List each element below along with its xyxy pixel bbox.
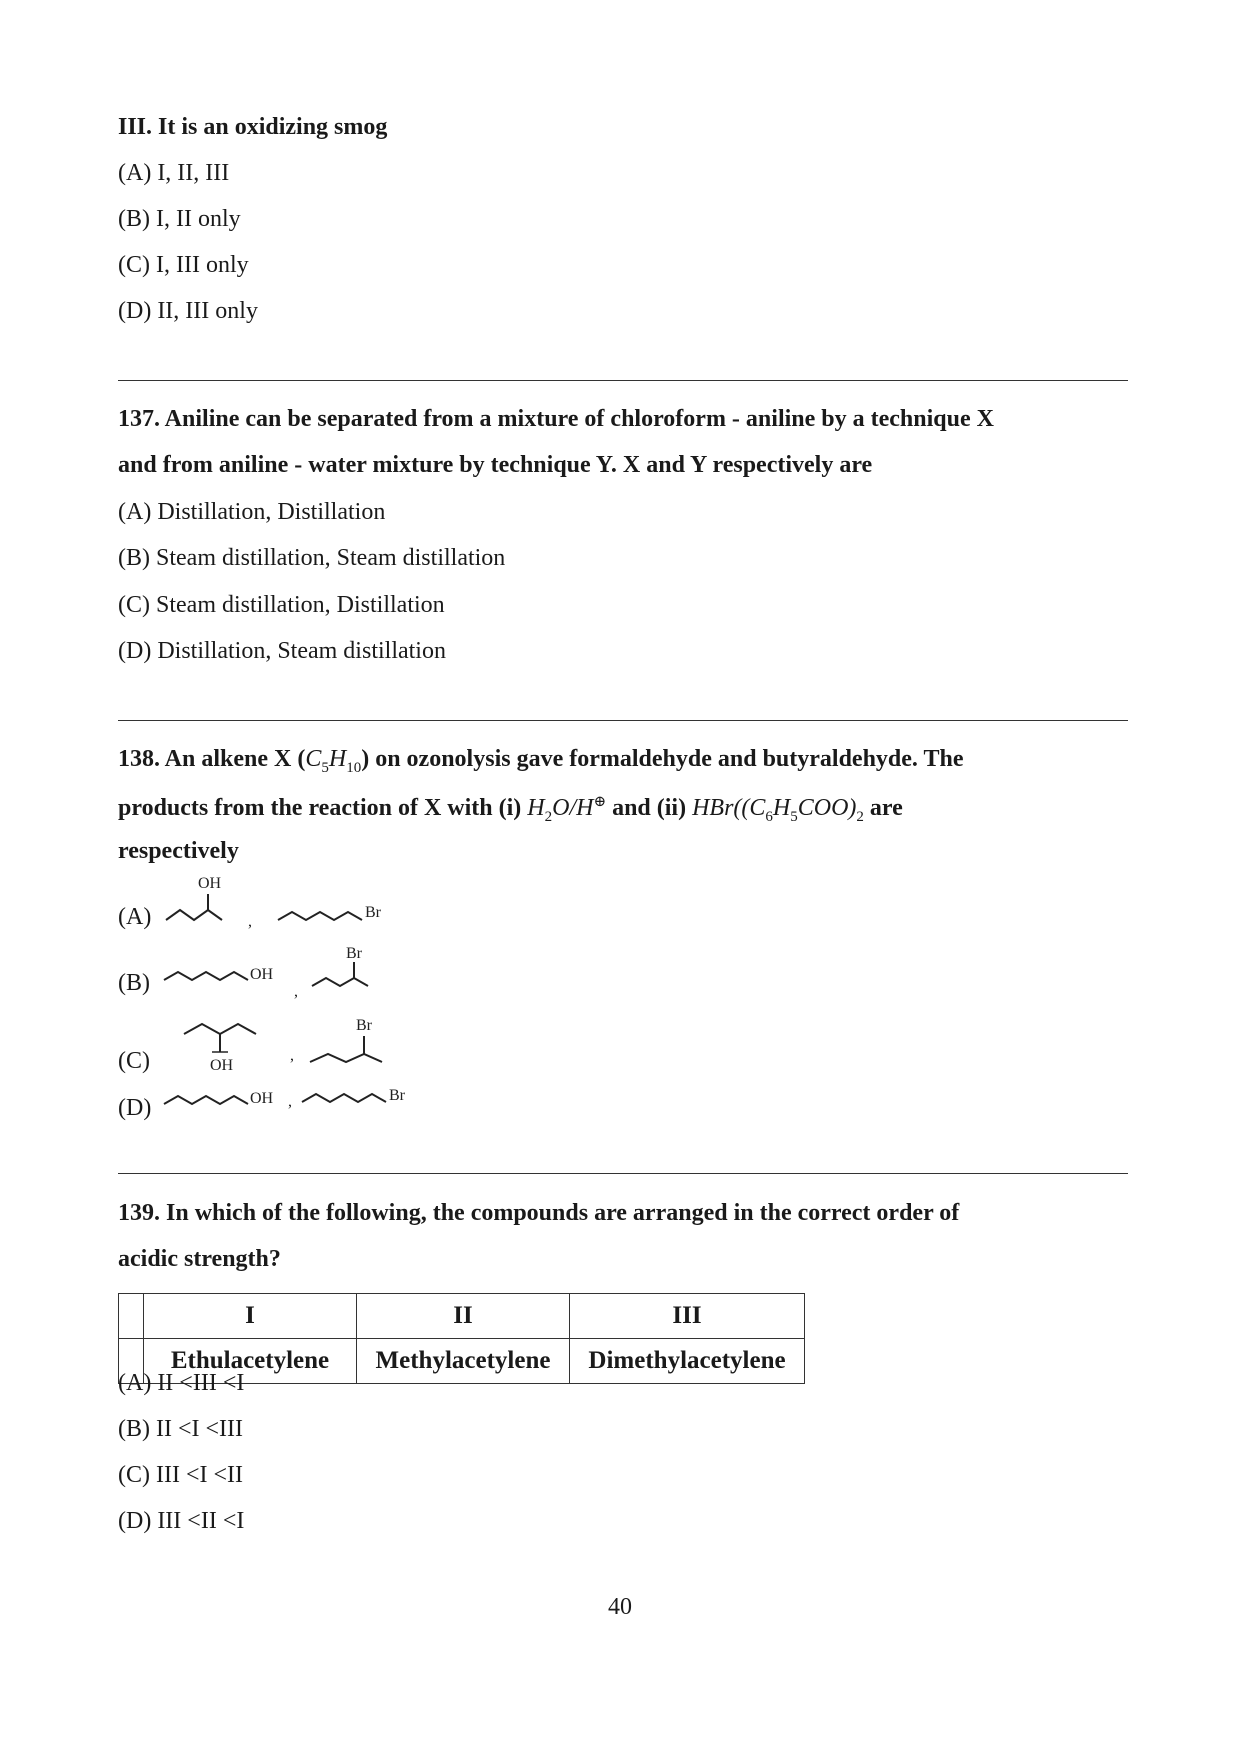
q138-option-a-label[interactable]: (A): [118, 904, 152, 930]
q138-option-d-structures[interactable]: [162, 1078, 422, 1123]
table-header: I: [144, 1294, 357, 1339]
table-header: III: [570, 1294, 805, 1339]
reagent-h2o-h: $H_2O/H^\oplus$: [527, 794, 607, 825]
option-c[interactable]: (C) I, III only: [118, 252, 249, 278]
oh-label: OH: [250, 966, 274, 983]
q138-option-b-structures[interactable]: [162, 934, 422, 1009]
q139-stem-line1: 139. In which of the following, the compounds are arranged in the correct order of: [118, 1200, 960, 1226]
reagent-hbr-peroxide: $HBr((C_6H_5COO)_2$: [692, 795, 864, 825]
q138-option-d-label[interactable]: (D): [118, 1095, 152, 1121]
oh-label: OH: [198, 875, 222, 892]
table-header-row: [119, 1294, 805, 1339]
q139-option-b[interactable]: (B) II <I <III: [118, 1416, 244, 1442]
comma: ,: [290, 1047, 294, 1064]
divider: [118, 1173, 1128, 1174]
q138-option-c-label[interactable]: (C): [118, 1048, 150, 1074]
br-label: Br: [356, 1017, 372, 1034]
comma: ,: [248, 913, 252, 930]
q137-stem-line2: and from aniline - water mixture by technique Y. X and Y respectively are: [118, 452, 873, 478]
br-label: Br: [389, 1087, 405, 1104]
br-label: Br: [346, 945, 362, 962]
q138-stem-line2: products from the reaction of X with (i) $H_2O/H^\oplus$ and (ii) $HBr((C_6H_5COO)_2$ are: [118, 794, 903, 825]
q137-option-a[interactable]: (A) Distillation, Distillation: [118, 499, 386, 525]
divider: [118, 380, 1128, 381]
comma: ,: [294, 983, 298, 1000]
oh-label: OH: [210, 1057, 234, 1074]
formula-c5h10: $C_5H_{10}$: [305, 746, 362, 776]
option-a[interactable]: (A) I, II, III: [118, 160, 230, 186]
q137-option-c[interactable]: (C) Steam distillation, Distillation: [118, 592, 445, 618]
option-d[interactable]: (D) II, III only: [118, 298, 258, 324]
q137-option-b[interactable]: (B) Steam distillation, Steam distillation: [118, 545, 506, 571]
option-b[interactable]: (B) I, II only: [118, 206, 241, 232]
q137-option-d[interactable]: (D) Distillation, Steam distillation: [118, 638, 446, 664]
q139-option-c[interactable]: (C) III <I <II: [118, 1462, 244, 1488]
q139-stem-line2: acidic strength?: [118, 1246, 281, 1272]
q138-option-c-structures[interactable]: [162, 1004, 422, 1089]
q139-option-a[interactable]: (A) II <III <I: [118, 1370, 245, 1396]
comma: ,: [288, 1093, 292, 1110]
q138-stem-line1: 138. An alkene X $(C_5H_{10})$ on ozonolysis gave formaldehyde and butyraldehyde. The: [118, 746, 964, 776]
oh-label: OH: [250, 1090, 274, 1107]
table-cell-blank: [119, 1294, 144, 1339]
table-header: II: [357, 1294, 570, 1339]
q139-option-d[interactable]: (D) III <II <I: [118, 1508, 245, 1534]
q138-option-b-label[interactable]: (B): [118, 970, 150, 996]
table-cell: Dimethylacetylene: [570, 1339, 805, 1384]
divider: [118, 720, 1128, 721]
table-cell: Ethulacetylene: [144, 1339, 357, 1384]
q138-stem-line3: respectively: [118, 838, 239, 864]
page-number: 40: [608, 1594, 632, 1620]
q138-option-a-structures[interactable]: [162, 868, 422, 943]
q137-stem-line1: 137. Aniline can be separated from a mixture of chloroform - aniline by a technique X: [118, 406, 994, 432]
table-cell: Methylacetylene: [357, 1339, 570, 1384]
br-label: Br: [365, 904, 381, 921]
statement-iii: III. It is an oxidizing smog: [118, 114, 388, 140]
